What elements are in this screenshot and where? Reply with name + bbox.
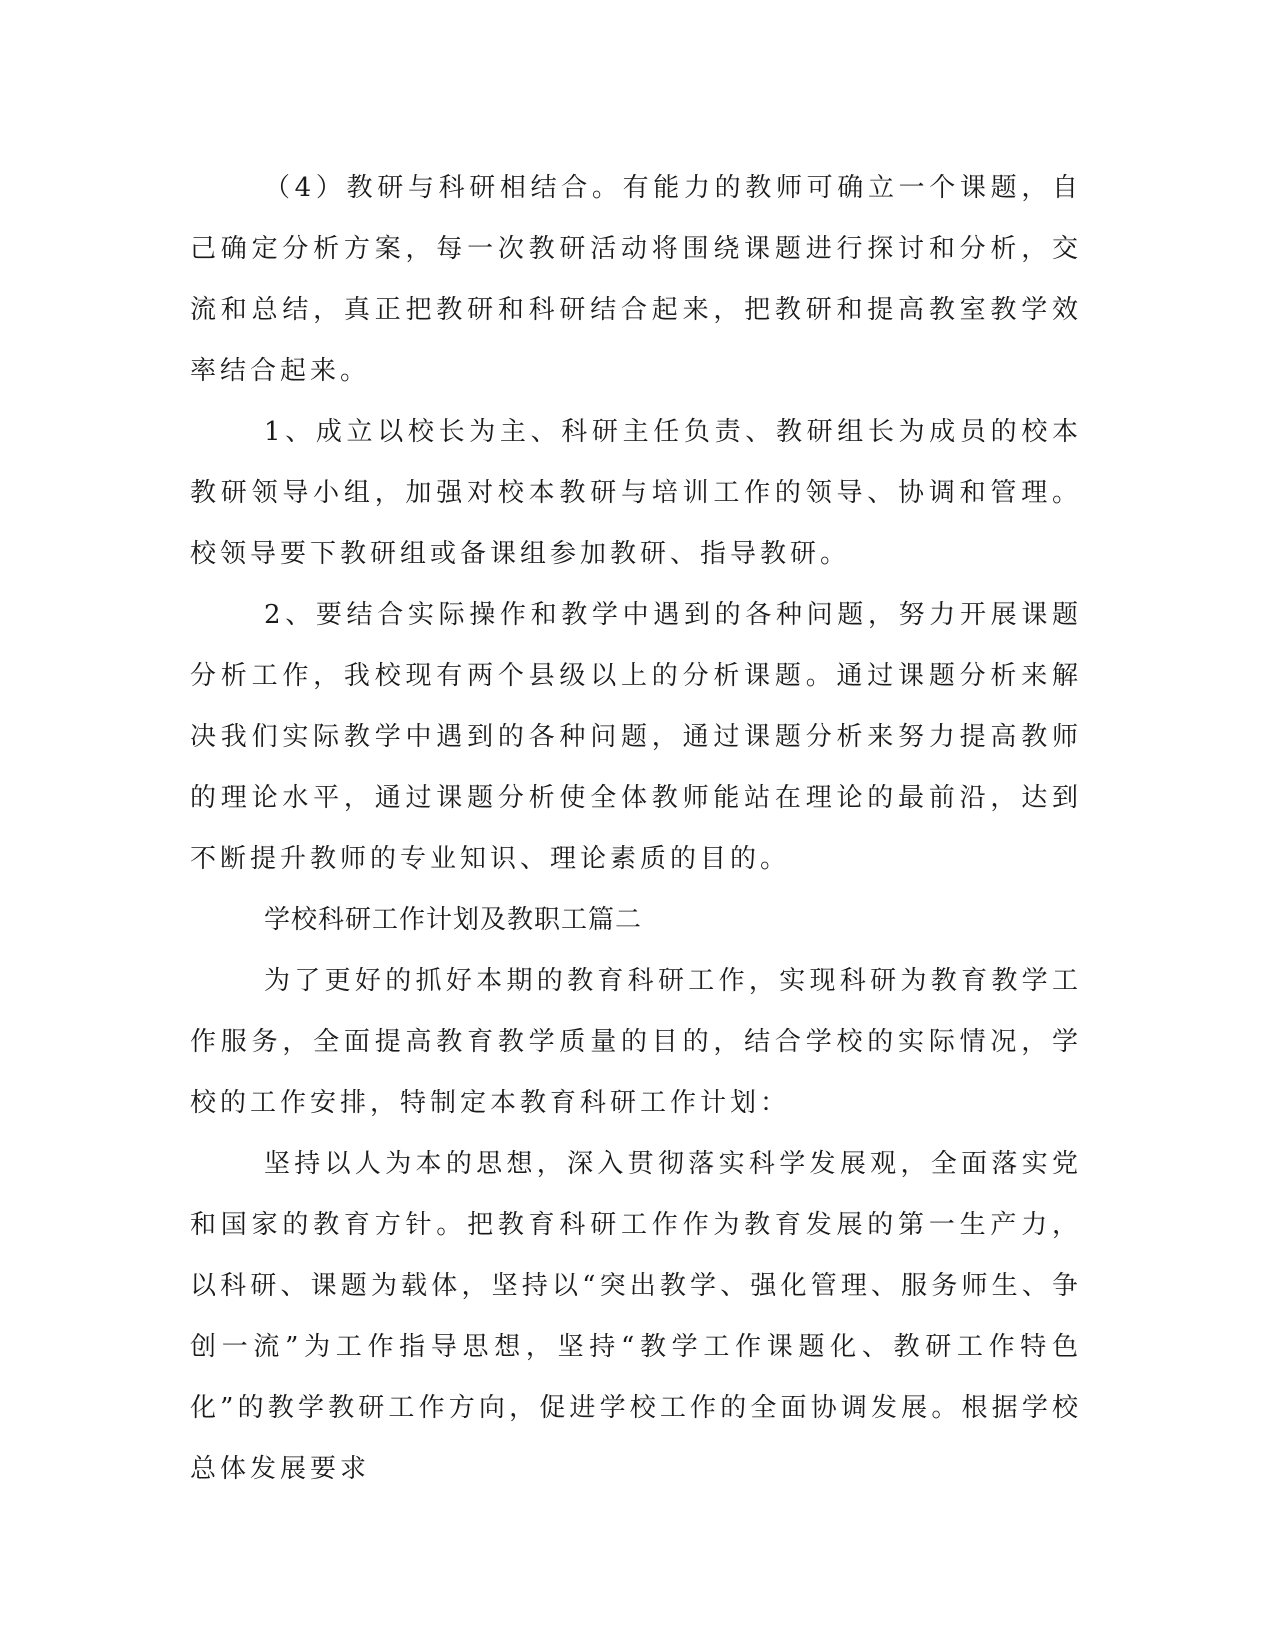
section-heading: 学校科研工作计划及教职工篇二 [264, 905, 643, 935]
paragraph-plan-intro: 为了更好的抓好本期的教育科研工作，实现科研为教育教学工作服务，全面提高教育教学质量的目的，结合学校的实际情况，学校的工作安排，特制定本教育科研工作计划： [190, 966, 1082, 1118]
paragraph-teaching-research-combination: （4）教研与科研相结合。有能力的教师可确立一个课题，自己确定分析方案，每一次教研活动将围绕课题进行探讨和分析，交流和总结，真正把教研和科研结合起来，把教研和提高教室教学效率结合起来。 [190, 173, 1082, 386]
paragraph-guiding-thought: 坚持以人为本的思想，深入贯彻落实科学发展观，全面落实党和国家的教育方针。把教育科研工作作为教育发展的第一生产力，以科研、课题为载体，坚持以“突出教学、强化管理、服务师生、争创一流”为工作指导思想，坚持“教学工作课题化、教研工作特色化”的教学教研工作方向，促进学校工作的全面协调发展。根据学校总体发展要求 [190, 1149, 1082, 1484]
paragraph-leadership-group: 1、成立以校长为主、科研主任负责、教研组长为成员的校本教研领导小组，加强对校本教研与培训工作的领导、协调和管理。校领导要下教研组或备课组参加教研、指导教研。 [190, 417, 1082, 569]
paragraph-topic-analysis: 2、要结合实际操作和教学中遇到的各种问题，努力开展课题分析工作，我校现有两个县级以上的分析课题。通过课题分析来解决我们实际教学中遇到的各种问题，通过课题分析来努力提高教师的理论水平，通过课题分析使全体教师能站在理论的最前沿，达到不断提升教师的专业知识、理论素质的目的。 [190, 600, 1082, 874]
document-body [190, 158, 1082, 1500]
